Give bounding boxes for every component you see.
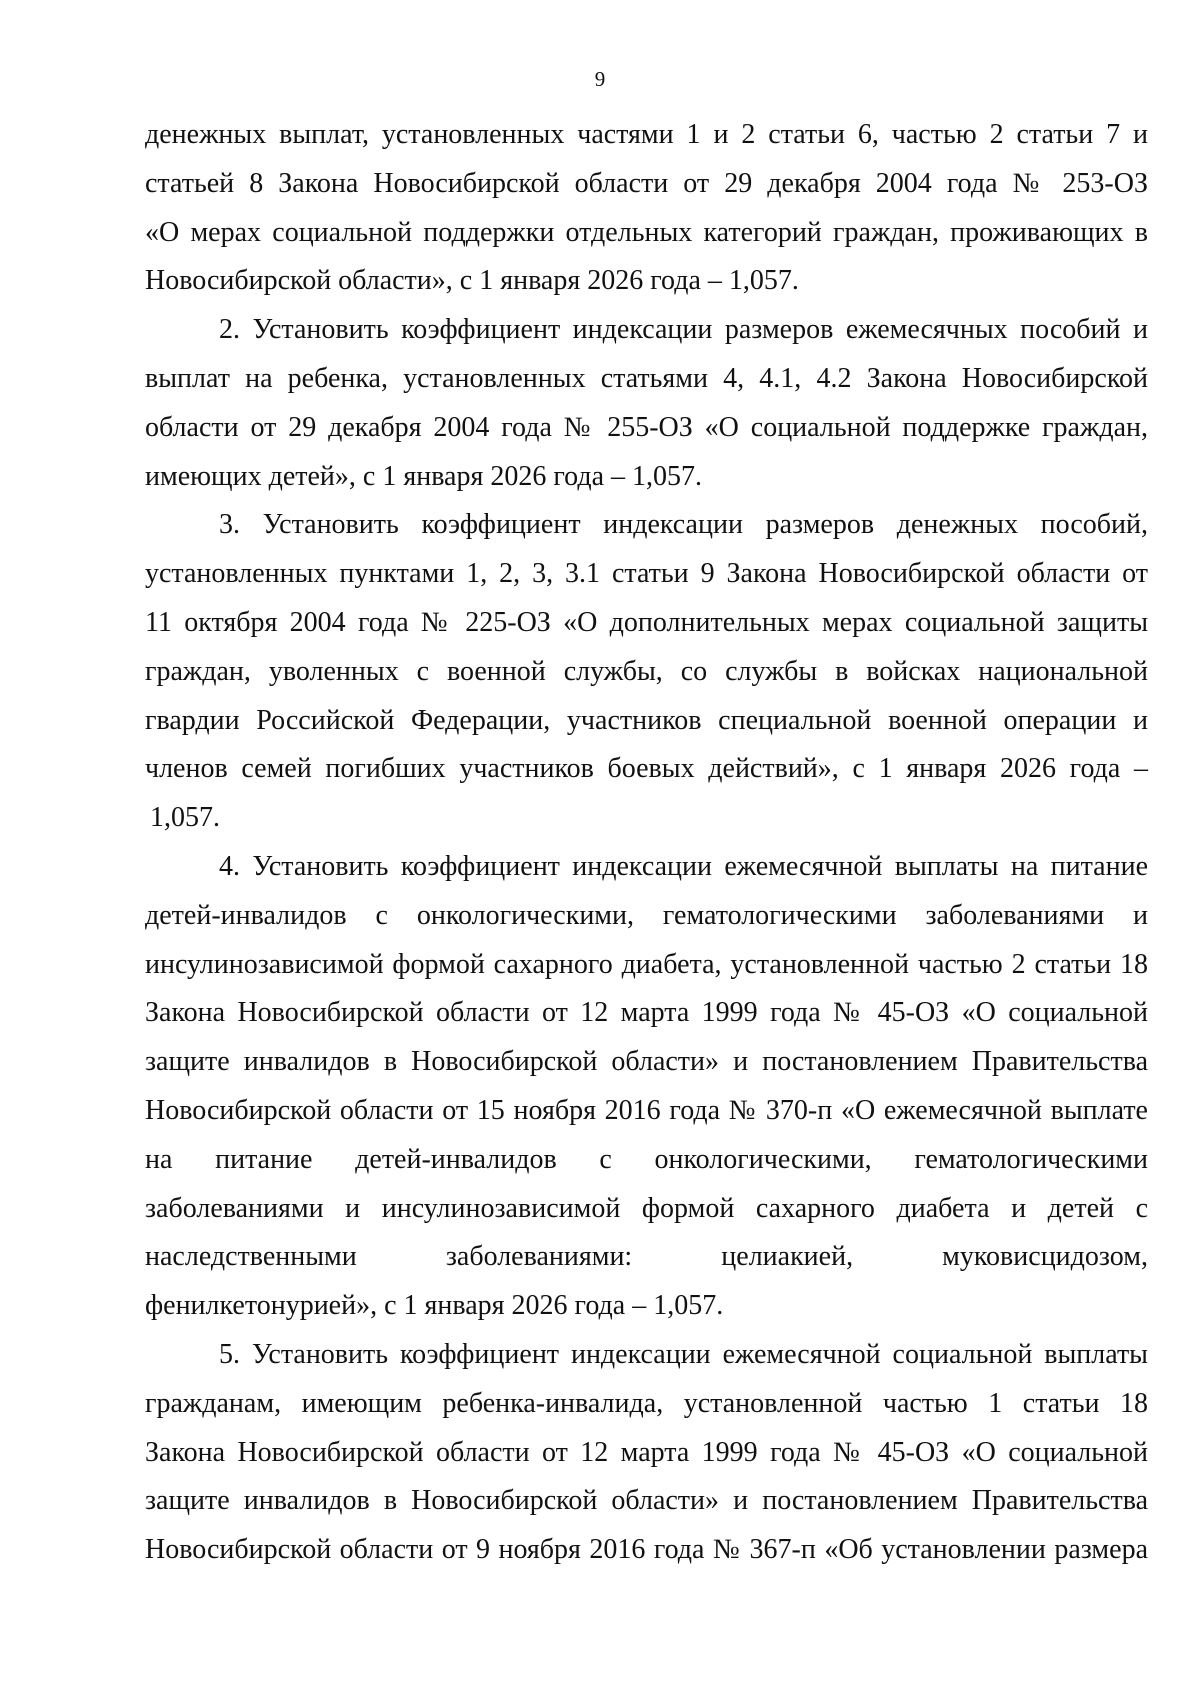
- text-line: заболеваниями и инсулинозависимой формой сахарного диабета и детей с: [145, 1192, 1148, 1224]
- text-line: защите инвалидов в Новосибирской области» и постановлением Правительства: [145, 1485, 1148, 1517]
- text-line: 4. Установить коэффициент индексации ежемесячной выплаты на питание: [219, 850, 1148, 882]
- text-line: наследственными заболеваниями: целиакией, муковисцидозом,: [145, 1241, 1148, 1273]
- text-line: граждан, уволенных с военной службы, со службы в войсках национальной: [145, 655, 1148, 687]
- page-number: 9: [594, 67, 606, 91]
- text-line: статьей 8 Закона Новосибирской области от 29 декабря 2004 года № 253-ОЗ: [145, 167, 1148, 199]
- text-line: детей-инвалидов с онкологическими, гематологическими заболеваниями и: [145, 899, 1148, 931]
- text-line: установленных пунктами 1, 2, 3, 3.1 статьи 9 Закона Новосибирской области от: [145, 558, 1148, 590]
- text-line: 5. Установить коэффициент индексации ежемесячной социальной выплаты: [219, 1338, 1148, 1370]
- text-line: 11 октября 2004 года № 225-ОЗ «О дополнительных мерах социальной защиты: [145, 606, 1148, 638]
- text-line: денежных выплат, установленных частями 1 и 2 статьи 6, частью 2 статьи 7 и: [145, 119, 1148, 150]
- text-line: 2. Установить коэффициент индексации размеров ежемесячных пособий и: [219, 314, 1148, 346]
- text-line: 1,057.: [150, 802, 220, 834]
- text-line: членов семей погибших участников боевых действий», с 1 января 2026 года –: [145, 753, 1148, 785]
- text-line: Закона Новосибирской области от 12 марта 1999 года № 45-ОЗ «О социальной: [145, 997, 1148, 1029]
- text-line: выплат на ребенка, установленных статьями 4, 4.1, 4.2 Закона Новосибирской: [145, 362, 1148, 394]
- text-line: гражданам, имеющим ребенка-инвалида, установленной частью 1 статьи 18: [145, 1387, 1148, 1419]
- text-line: области от 29 декабря 2004 года № 255-ОЗ «О социальной поддержке граждан,: [145, 411, 1148, 443]
- text-line: защите инвалидов в Новосибирской области» и постановлением Правительства: [145, 1046, 1148, 1078]
- text-line: имеющих детей», с 1 января 2026 года – 1,057.: [145, 460, 703, 492]
- text-line: инсулинозависимой формой сахарного диабета, установленной частью 2 статьи 18: [145, 948, 1148, 980]
- text-line: Новосибирской области от 15 ноября 2016 года № 370-п «О ежемесячной выплате: [145, 1094, 1148, 1126]
- text-line: гвардии Российской Федерации, участников специальной военной операции и: [145, 704, 1148, 736]
- text-line: Новосибирской области от 9 ноября 2016 года № 367-п «Об установлении размера: [145, 1534, 1148, 1566]
- text-line: на питание детей-инвалидов с онкологическими, гематологическими: [145, 1143, 1148, 1175]
- text-line: Новосибирской области», с 1 января 2026 года – 1,057.: [145, 265, 799, 297]
- document-body: [145, 111, 1148, 1575]
- text-line: 3. Установить коэффициент индексации размеров денежных пособий,: [219, 509, 1148, 541]
- text-line: «О мерах социальной поддержки отдельных категорий граждан, проживающих в: [145, 216, 1148, 248]
- text-line: Закона Новосибирской области от 12 марта 1999 года № 45-ОЗ «О социальной: [145, 1436, 1148, 1468]
- text-line: фенилкетонурией», с 1 января 2026 года – 1,057.: [145, 1290, 724, 1322]
